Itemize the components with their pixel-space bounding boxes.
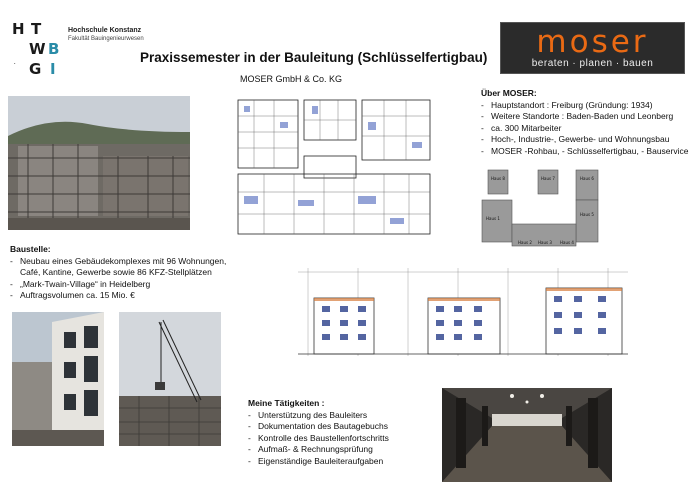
task-item: - Eigenständige Bauleiteraufgaben [248,456,438,468]
site-heading: Baustelle: [10,244,51,254]
logo-letter-g: G [29,60,42,78]
task-item: - Aufmaß- & Rechnungsprüfung [248,444,438,456]
logo-dot-icon: · [14,61,16,66]
about-item: - Weitere Standorte : Baden-Baden und Leonberg [481,111,691,123]
task-item: - Unterstützung des Bauleiters [248,410,438,422]
school-name: Hochschule Konstanz [68,27,142,34]
tasks-heading: Meine Tätigkeiten : [248,398,325,408]
site-item: - Neubau eines Gebäudekomplexes mit 96 Wohnungen, Café, Kantine, Gewerbe sowie 86 KFZ-Stellplätzen [10,256,242,279]
moser-logo-name: moser [536,24,649,60]
htwg-logo [12,22,60,78]
logo-letter-h: H [12,20,25,38]
building-facade-photo [12,312,104,446]
task-item: - Kontrolle des Baustellenfortschritts [248,433,438,445]
elevation-drawing [298,266,628,360]
construction-site-photo [8,96,190,230]
faculty-name: Fakultät Bauingenieurwesen [68,36,144,42]
site-plan-diagram [478,164,606,256]
crane-photo [119,312,221,446]
site-plan-label: Haus 2 [518,240,532,245]
site-item: - „Mark-Twain-Village“ in Heidelberg [10,279,242,291]
site-plan-label: Haus 7 [541,176,555,181]
tasks-section [248,398,438,467]
logo-letter-b: B [48,40,60,58]
about-moser-section [481,88,691,157]
underground-garage-photo [442,388,612,482]
site-plan-label: Haus 5 [580,212,594,217]
about-item: - Hoch-, Industrie-, Gewerbe- und Wohnungsbau [481,134,691,146]
logo-letter-i: I [50,60,56,78]
about-item: - Hauptstandort : Freiburg (Gründung: 1934) [481,100,691,112]
site-plan-label: Haus 8 [491,176,505,181]
about-heading: Über MOSER: [481,88,537,98]
moser-logo-tagline: beraten · planen · bauen [531,58,654,69]
about-item: - ca. 300 Mitarbeiter [481,123,691,135]
site-section [10,244,242,302]
site-plan-label: Haus 1 [486,216,500,221]
logo-letter-w: W [29,40,46,58]
about-item: - MOSER -Rohbau, - Schlüsselfertigbau, - Bauservice [481,146,691,158]
site-plan-label: Haus 6 [580,176,594,181]
company-name: MOSER GmbH & Co. KG [240,74,343,84]
site-item: - Auftragsvolumen ca. 15 Mio. € [10,290,242,302]
moser-logo [500,22,685,74]
logo-letter-t: T [31,20,42,38]
page-title: Praxissemester in der Bauleitung (Schlüsselfertigbau) [140,50,488,65]
site-plan-label: Haus 4 [560,240,574,245]
site-plan-label: Haus 3 [538,240,552,245]
floor-plan-drawing [234,96,434,242]
task-item: - Dokumentation des Bautagebuchs [248,421,438,433]
